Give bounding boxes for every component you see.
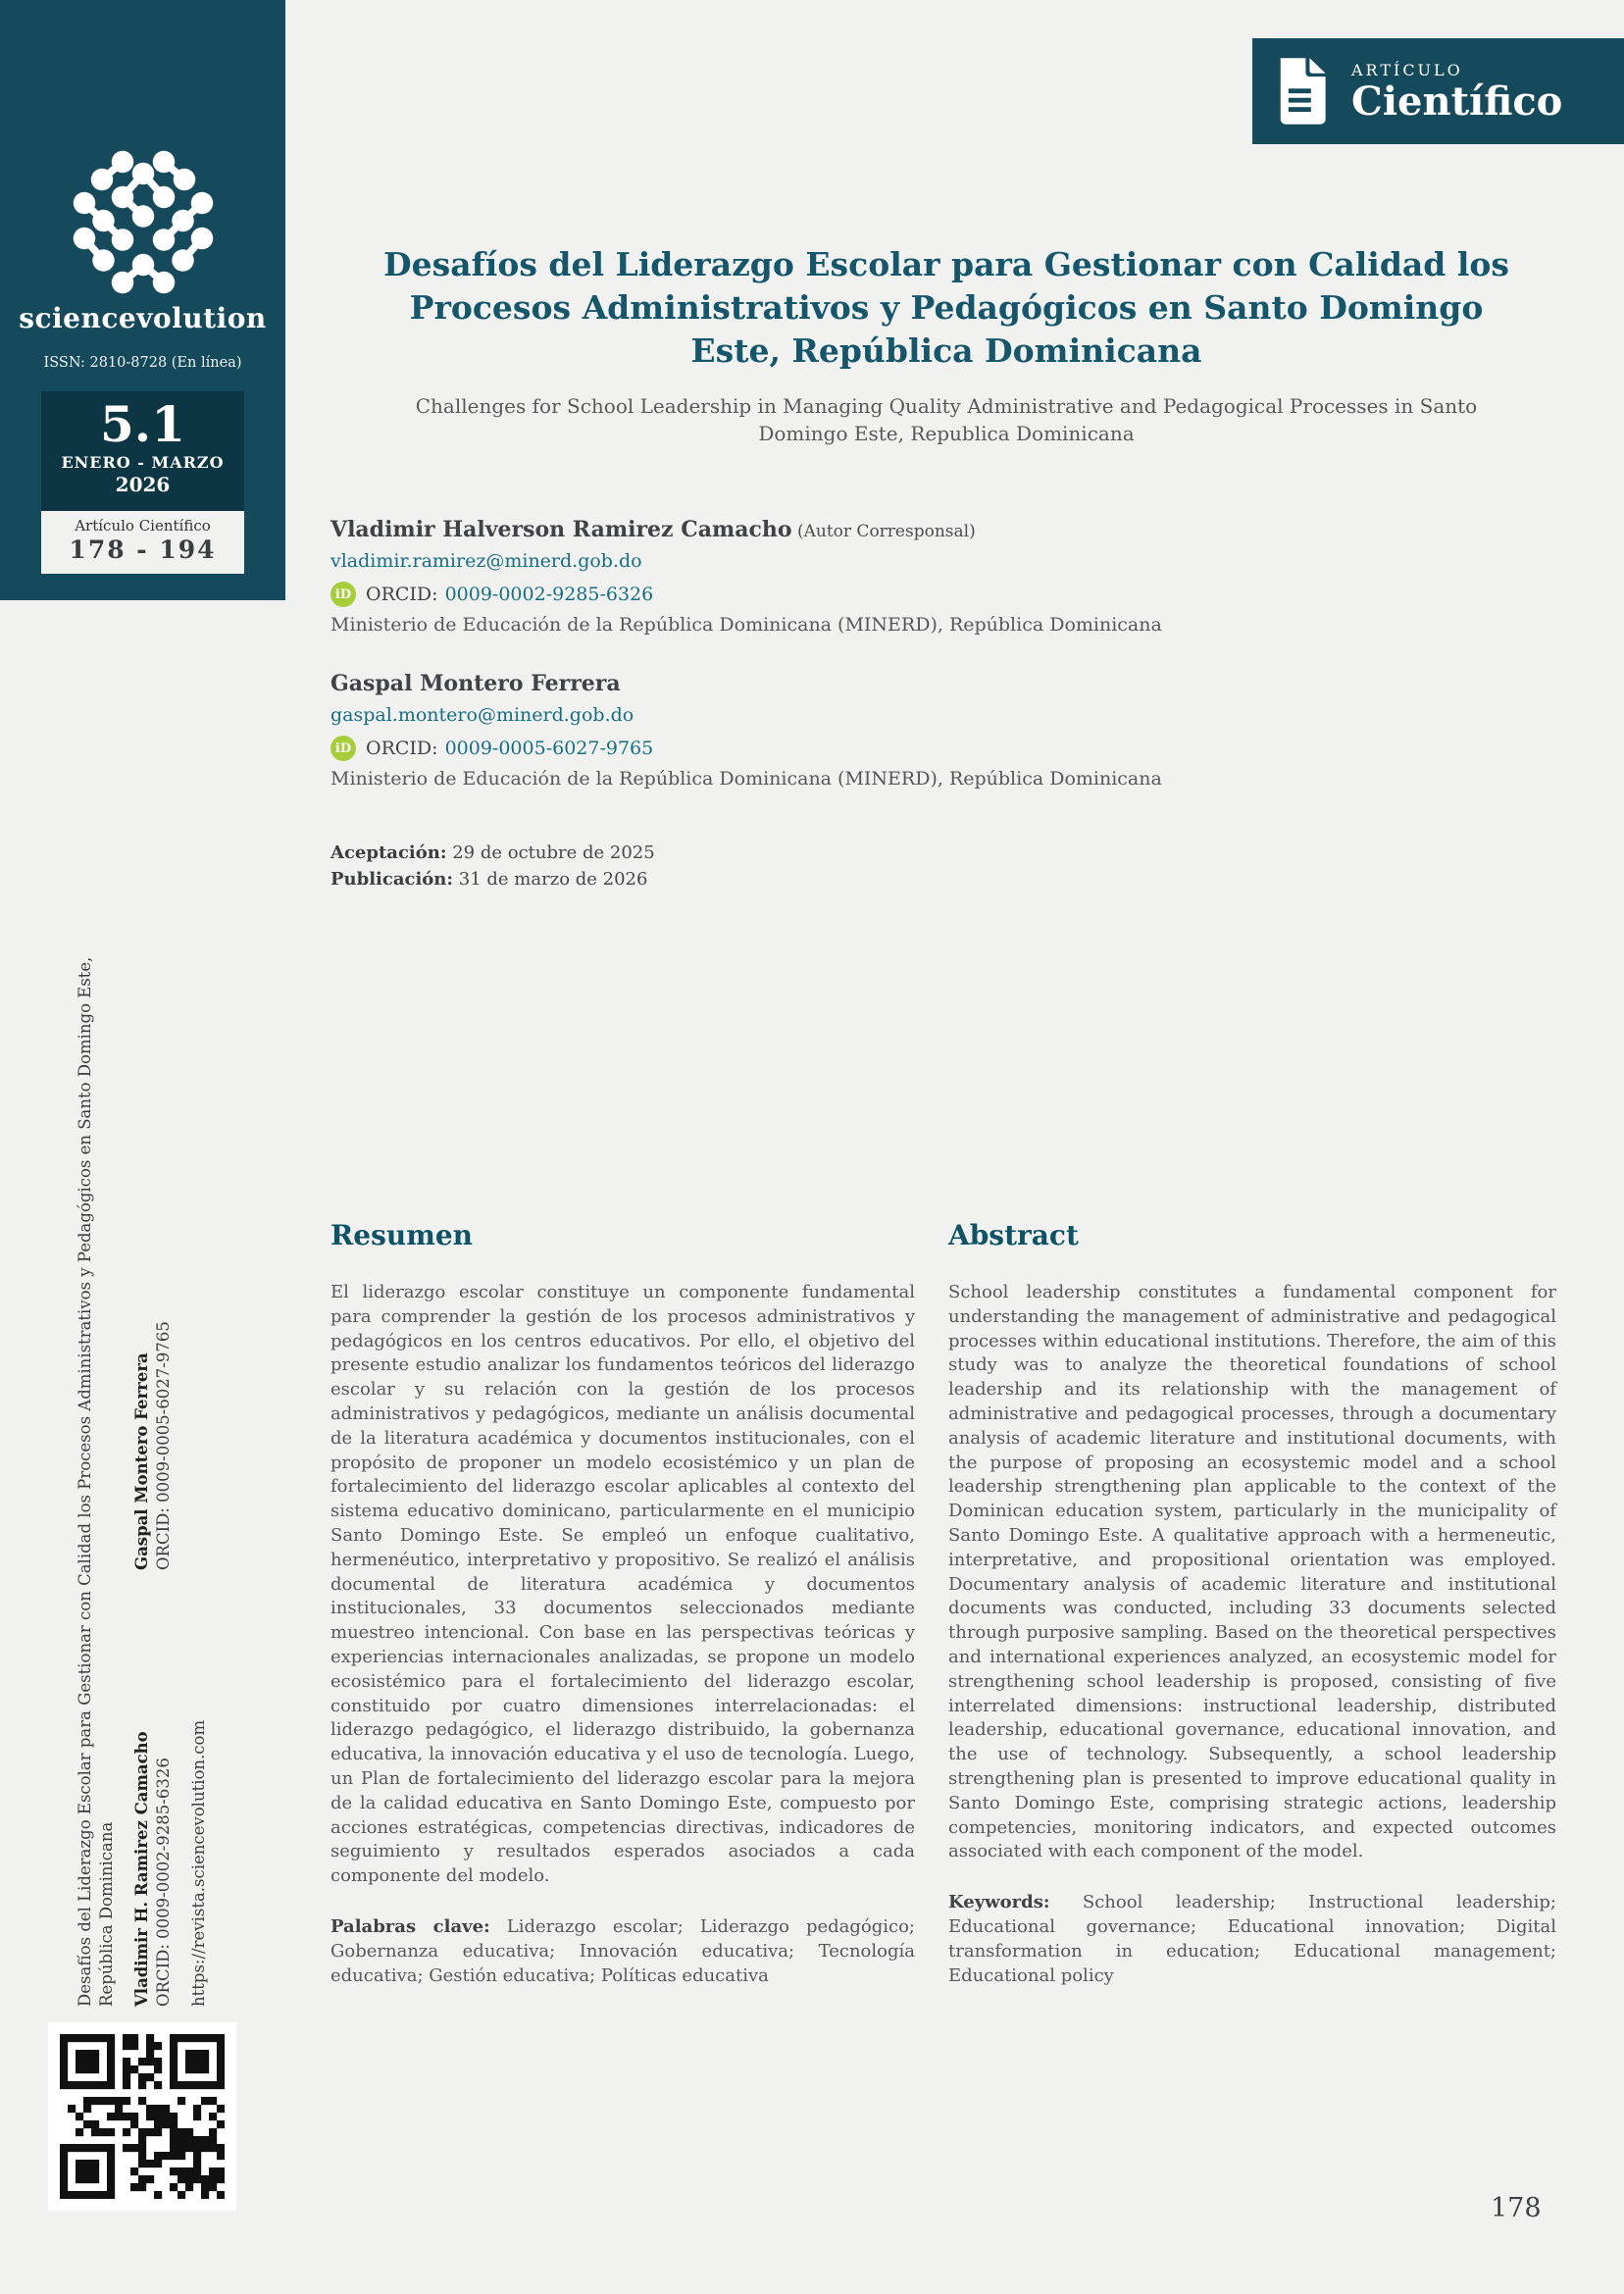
volume-period: ENERO - MARZO	[61, 452, 225, 472]
journal-sidebar	[0, 0, 285, 600]
publication-label: Publicación:	[330, 869, 454, 890]
article-title-en: Challenges for School Leadership in Managing Quality Administrative and Pedagogical Processes in Santo Domingo Este, Republica Dominicana	[415, 394, 1478, 446]
article-page-range: 178 - 194	[69, 535, 217, 564]
vertical-author-2	[131, 1134, 175, 1570]
badge-kicker: ARTÍCULO	[1351, 60, 1463, 79]
author-name: Gaspal Montero Ferrera	[330, 671, 621, 696]
acceptance-value: 29 de octubre de 2025	[452, 842, 655, 863]
article-type-badge	[1252, 38, 1624, 144]
author-2-name-line	[330, 671, 1488, 696]
article-dates	[330, 840, 655, 892]
author-affiliation: Ministerio de Educación de la República Dominicana (MINERD), República Dominicana	[330, 768, 1162, 790]
author-role: (Autor Corresponsal)	[791, 522, 976, 541]
abstract-columns	[330, 1219, 1556, 1988]
author-1	[330, 517, 1488, 636]
palabras-clave	[330, 1915, 915, 1988]
vertical-title-line2: República Dominicana	[97, 1821, 116, 2007]
badge-text	[1351, 61, 1562, 123]
keywords-text: School leadership; Instructional leadership; Educational governance; Educational innovation; Digital transformation in education; Educational management; Educational policy	[948, 1892, 1556, 1986]
journal-brand: sciencevolution	[19, 302, 267, 334]
volume-year: 2026	[115, 472, 171, 496]
author-orcid-line	[330, 582, 1488, 607]
article-type-label: Artículo Científico	[75, 517, 211, 535]
sciencevolution-logo-icon	[70, 147, 217, 294]
author-affiliation: Ministerio de Educación de la República Dominicana (MINERD), República Dominicana	[330, 614, 1162, 636]
orcid-id-link[interactable]: 0009-0002-9285-6326	[444, 584, 654, 605]
acceptance-date-line	[330, 840, 655, 866]
author-2	[330, 671, 1488, 790]
publication-value: 31 de marzo de 2026	[458, 869, 648, 890]
author-1-name-line	[330, 517, 1488, 542]
keywords-label: Keywords:	[948, 1892, 1050, 1913]
acceptance-label: Aceptación:	[330, 842, 447, 863]
article-pages-box	[41, 511, 244, 574]
badge-label: Científico	[1351, 77, 1563, 125]
palabras-clave-text: Liderazgo escolar; Liderazgo pedagógico; Gobernanza educativa; Innovación educativa; Tecnología educativa; Gestión educativa; Políticas educativa	[330, 1915, 915, 1986]
orcid-label: ORCID:	[366, 738, 438, 759]
vertical-author-orcid: ORCID: 0009-0005-6027-9765	[154, 1321, 173, 1570]
author-name: Vladimir Halverson Ramirez Camacho	[330, 517, 792, 542]
resumen-heading: Resumen	[330, 1219, 474, 1251]
resumen-column	[330, 1219, 915, 1988]
orcid-id-link[interactable]: 0009-0005-6027-9765	[444, 738, 654, 759]
abstract-column	[948, 1219, 1556, 1988]
abstract-heading: Abstract	[948, 1219, 1079, 1251]
journal-issn: ISSN: 2810-8728 (En línea)	[43, 355, 242, 371]
resumen-body: El liderazgo escolar constituye un componente fundamental para comprender la gestión de los procesos administrativos y pedagógicos en los centros educativos. Por ello, el objetivo del presente estudio analizar los fundamentos teóricos del liderazgo escolar y su relación con la gestión de los procesos administrativos y pedagógicos, mediante un análisis documental de la literatura académica y documentos institucionales, con el propósito de proponer un modelo ecosistémico y un plan de fortalecimiento del liderazgo escolar aplicables al contexto del sistema educativo dominicano, particularmente en el municipio Santo Domingo Este. Se empleó un enfoque cualitativo, hermenéutico, interpretativo y propositivo. Se realizó el análisis documental de literatura académica y documentos institucionales, 33 documentos seleccionados mediante muestreo intencional. Con base en las perspectivas teóricas y experiencias internacionales analizadas, se propone un modelo ecosistémico para el fortalecimiento del liderazgo escolar, constituido por cuatro dimensiones interrelacionadas: el liderazgo pedagógico, el liderazgo distribuido, la gobernanza educativa, la innovación educativa y el uso de tecnología. Luego, un Plan de fortalecimiento del liderazgo escolar para la mejora de la calidad educativa en Santo Domingo Este, compuesto por acciones estratégicas, competencias directivas, indicadores de seguimiento y resultados esperados asociados a cada componente del modelo.	[330, 1282, 915, 1887]
author-orcid-line	[330, 736, 1488, 761]
vertical-author-orcid: ORCID: 0009-0002-9285-6326	[154, 1758, 173, 2007]
page-number: 178	[1491, 2193, 1542, 2223]
orcid-label: ORCID:	[366, 584, 438, 605]
volume-box	[41, 391, 244, 511]
author-email-link[interactable]: gaspal.montero@minerd.gob.do	[330, 704, 634, 726]
journal-url-link[interactable]: https://revista.sciencevolution.com	[189, 1719, 208, 2007]
orcid-icon[interactable]: iD	[330, 736, 356, 761]
document-icon	[1274, 56, 1327, 127]
qr-code-pattern	[60, 2034, 225, 2199]
vertical-author-1	[131, 1570, 175, 2007]
qr-code	[48, 2022, 236, 2211]
vertical-title-line1: Desafíos del Liderazgo Escolar para Gestionar con Calidad los Procesos Administrativos y Pedagógicos en Santo Domingo Este,	[76, 956, 94, 2007]
publication-date-line	[330, 866, 655, 892]
vertical-citation-strip	[75, 712, 212, 2007]
palabras-clave-label: Palabras clave:	[330, 1915, 490, 1937]
vertical-authors-row	[131, 712, 175, 2007]
vertical-author-name: Gaspal Montero Ferrera	[132, 1352, 151, 1570]
orcid-icon[interactable]: iD	[330, 582, 356, 607]
article-title-es: Desafíos del Liderazgo Escolar para Gestionar con Calidad los Procesos Administrativos y Pedagógicos en Santo Domingo Este, República Dominicana	[383, 245, 1509, 370]
authors-block	[330, 517, 1488, 790]
volume-number: 5.1	[100, 395, 185, 453]
author-email-link[interactable]: vladimir.ramirez@minerd.gob.do	[330, 550, 642, 572]
keywords	[948, 1891, 1556, 1988]
vertical-author-name: Vladimir H. Ramirez Camacho	[132, 1731, 151, 2007]
abstract-body: School leadership constitutes a fundamental component for understanding the management of administrative and pedagogical processes within educational institutions. Therefore, the aim of this study was to analyze the theoretical foundations of school leadership and its relationship with the management of administrative and pedagogical processes, through a documentary analysis of academic literature and institutional documents, with the purpose of proposing an ecosystemic model and a school leadership strengthening plan applicable to the context of the Dominican education system, particularly in the municipality of Santo Domingo Este. A qualitative approach with a hermeneutic, interpretative, and propositional orientation was employed. Documentary analysis of academic literature and institutional documents was conducted, including 33 documents selected through purposive sampling. Based on the theoretical perspectives and international experiences analyzed, an ecosystemic model for strengthening school leadership is proposed, consisting of five interrelated dimensions: instructional leadership, distributed leadership, educational governance, educational innovation, and the use of technology. Subsequently, a school leadership strengthening plan is presented to improve educational quality in Santo Domingo Este, comprising strategic actions, leadership competencies, monitoring indicators, and expected outcomes associated with each component of the model.	[948, 1282, 1556, 1862]
